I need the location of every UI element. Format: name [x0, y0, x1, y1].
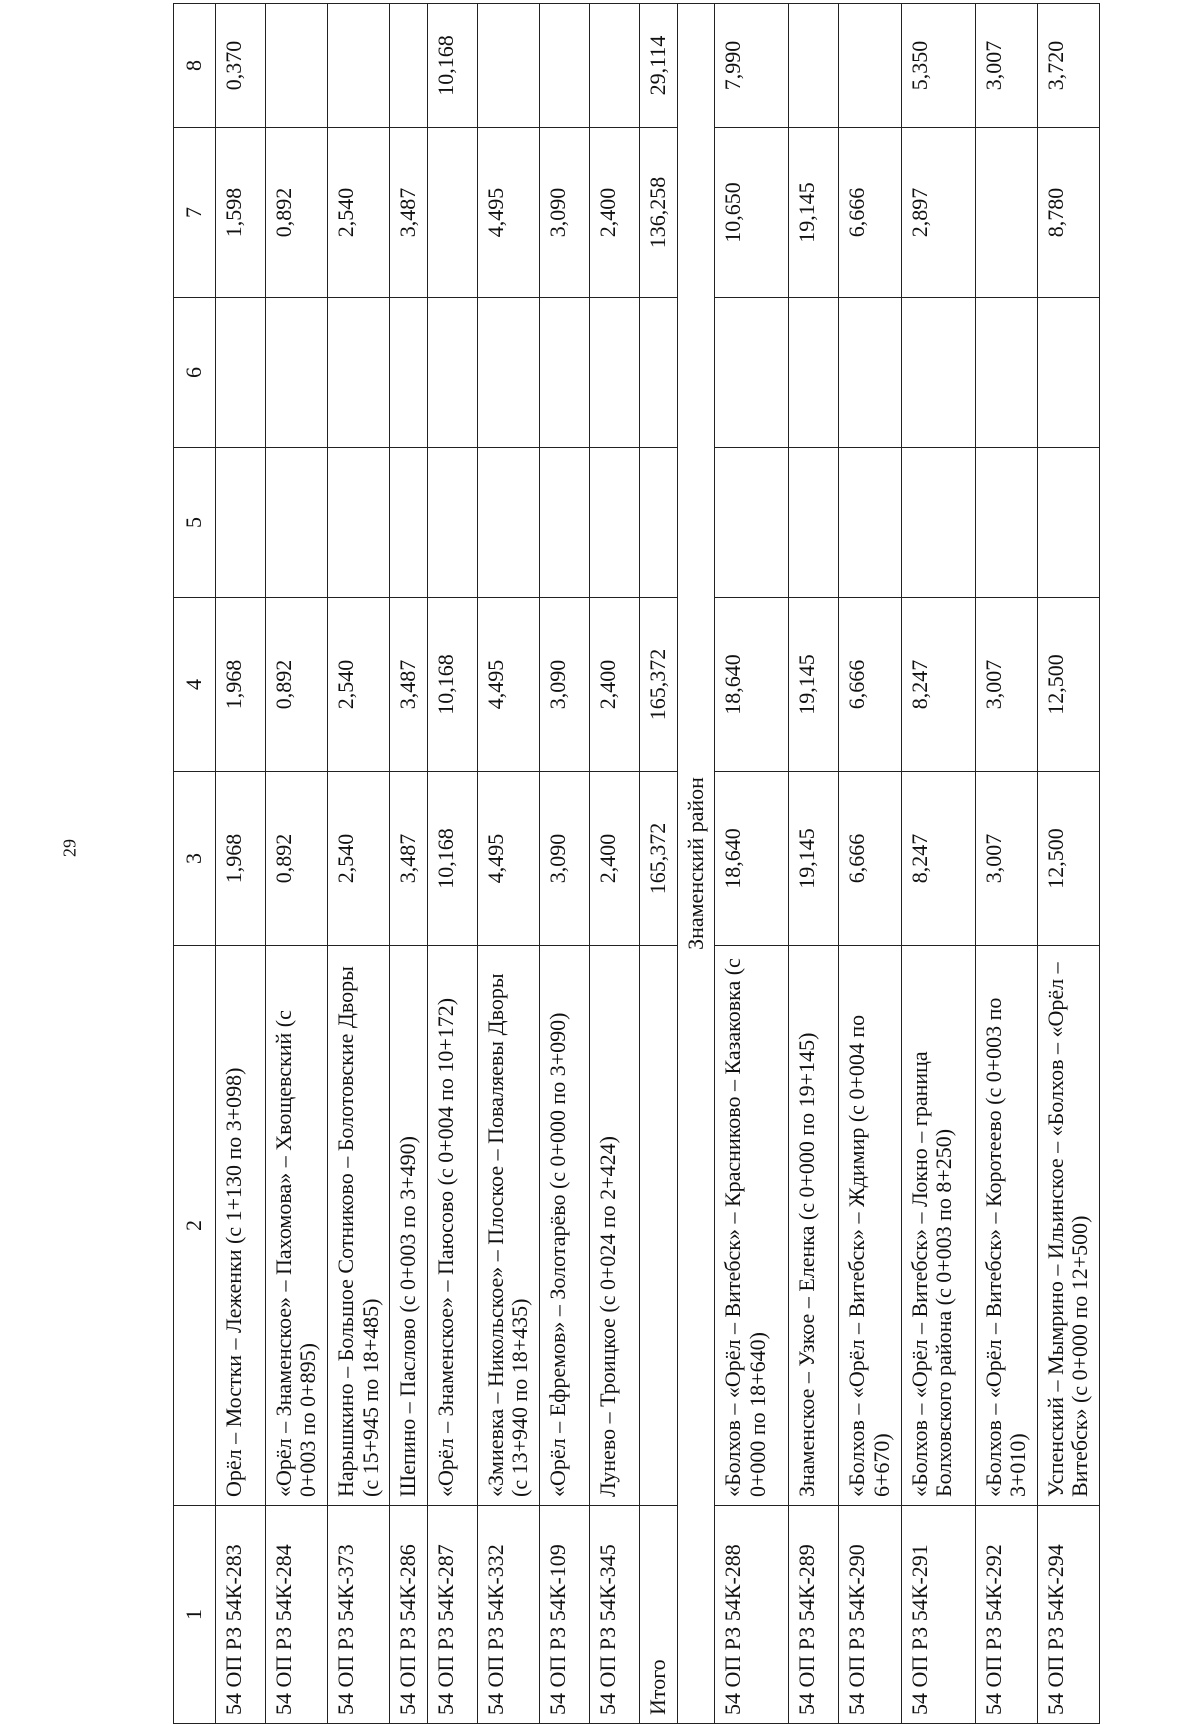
cell-col-7: 1,598 [215, 128, 265, 298]
cell-col-7: 2,400 [590, 128, 640, 298]
table-row [590, 4, 640, 1724]
table-row [265, 4, 327, 1724]
cell-col-1: 54 ОП РЗ 54К-292 [975, 1506, 1037, 1724]
cell-col-4: 2,400 [590, 598, 640, 772]
col-header-5: 5 [174, 448, 216, 598]
table-body [174, 4, 1100, 1724]
cell-col-7: 3,487 [390, 128, 428, 298]
cell-col-8: 10,168 [427, 4, 477, 128]
cell-col-6 [215, 298, 265, 448]
cell-col-7: 3,090 [540, 128, 590, 298]
table-row [215, 4, 265, 1724]
cell-col-4: 3,487 [390, 598, 428, 772]
cell-col-8 [789, 4, 839, 128]
table-row [715, 4, 789, 1724]
cell-col-5 [901, 448, 975, 598]
total-col-5 [640, 448, 678, 598]
col-header-4: 4 [174, 598, 216, 772]
cell-col-1: 54 ОП РЗ 54К-288 [715, 1506, 789, 1724]
cell-col-3: 10,168 [427, 772, 477, 946]
cell-col-8 [390, 4, 428, 128]
cell-col-5 [789, 448, 839, 598]
cell-col-2: «Змиевка – Никольское» – Плоское – Поваляевы Дворы (с 13+940 по 18+435) [477, 946, 539, 1506]
cell-col-1: 54 ОП РЗ 54К-109 [540, 1506, 590, 1724]
col-header-2: 2 [174, 946, 216, 1506]
cell-col-4: 6,666 [839, 598, 901, 772]
cell-col-6 [265, 298, 327, 448]
cell-col-6 [789, 298, 839, 448]
cell-col-6 [477, 298, 539, 448]
cell-col-1: 54 ОП РЗ 54К-287 [427, 1506, 477, 1724]
cell-col-8: 0,370 [215, 4, 265, 128]
rotated-table-wrapper [173, 4, 1133, 1724]
cell-col-8: 3,720 [1037, 4, 1099, 128]
cell-col-7 [975, 128, 1037, 298]
cell-col-3: 18,640 [715, 772, 789, 946]
cell-col-1: 54 ОП РЗ 54К-289 [789, 1506, 839, 1724]
table-row [1037, 4, 1099, 1724]
cell-col-3: 2,540 [327, 772, 389, 946]
cell-col-4: 8,247 [901, 598, 975, 772]
total-col-2 [640, 946, 678, 1506]
section-row [677, 4, 715, 1724]
cell-col-4: 1,968 [215, 598, 265, 772]
total-col-8: 29,114 [640, 4, 678, 128]
cell-col-6 [901, 298, 975, 448]
col-header-3: 3 [174, 772, 216, 946]
section-title: Знаменский район [677, 4, 715, 1724]
table-row [901, 4, 975, 1724]
cell-col-7: 2,540 [327, 128, 389, 298]
cell-col-8 [839, 4, 901, 128]
cell-col-4: 18,640 [715, 598, 789, 772]
col-header-7: 7 [174, 128, 216, 298]
cell-col-8: 5,350 [901, 4, 975, 128]
cell-col-5 [975, 448, 1037, 598]
cell-col-6 [390, 298, 428, 448]
cell-col-8 [327, 4, 389, 128]
cell-col-4: 19,145 [789, 598, 839, 772]
col-header-8: 8 [174, 4, 216, 128]
cell-col-7: 2,897 [901, 128, 975, 298]
cell-col-6 [715, 298, 789, 448]
cell-col-1: 54 ОП РЗ 54К-283 [215, 1506, 265, 1724]
page-number: 29 [59, 839, 80, 857]
total-label: Итого [640, 1506, 678, 1724]
total-col-4: 165,372 [640, 598, 678, 772]
cell-col-2: Орёл – Мостки – Леженки (с 1+130 по 3+098) [215, 946, 265, 1506]
cell-col-8 [590, 4, 640, 128]
cell-col-5 [839, 448, 901, 598]
cell-col-5 [540, 448, 590, 598]
cell-col-2: «Орёл – Знаменское» – Пахомова» – Хвощевский (с 0+003 по 0+895) [265, 946, 327, 1506]
cell-col-7: 8,780 [1037, 128, 1099, 298]
cell-col-6 [839, 298, 901, 448]
cell-col-8 [540, 4, 590, 128]
cell-col-8 [265, 4, 327, 128]
col-header-6: 6 [174, 298, 216, 448]
total-col-7: 136,258 [640, 128, 678, 298]
total-col-6 [640, 298, 678, 448]
header-row [174, 4, 216, 1724]
cell-col-6 [590, 298, 640, 448]
cell-col-7: 0,892 [265, 128, 327, 298]
cell-col-1: 54 ОП РЗ 54К-332 [477, 1506, 539, 1724]
total-row [640, 4, 678, 1724]
cell-col-2: Нарышкино – Большое Сотниково – Болотовские Дворы (с 15+945 по 18+485) [327, 946, 389, 1506]
table-row [540, 4, 590, 1724]
cell-col-6 [540, 298, 590, 448]
cell-col-2: «Орёл – Ефремов» – Золотарёво (с 0+000 по 3+090) [540, 946, 590, 1506]
cell-col-3: 12,500 [1037, 772, 1099, 946]
cell-col-2: Успенский – Мымрино – Ильинское – «Болхов – «Орёл – Витебск» (с 0+000 по 12+500) [1037, 946, 1099, 1506]
cell-col-7: 4,495 [477, 128, 539, 298]
cell-col-4: 0,892 [265, 598, 327, 772]
table-row [477, 4, 539, 1724]
cell-col-4: 12,500 [1037, 598, 1099, 772]
road-register-table [173, 3, 1100, 1724]
cell-col-1: 54 ОП РЗ 54К-290 [839, 1506, 901, 1724]
cell-col-8: 7,990 [715, 4, 789, 128]
cell-col-3: 3,487 [390, 772, 428, 946]
cell-col-3: 3,007 [975, 772, 1037, 946]
table-row [839, 4, 901, 1724]
cell-col-3: 3,090 [540, 772, 590, 946]
cell-col-3: 6,666 [839, 772, 901, 946]
cell-col-5 [327, 448, 389, 598]
cell-col-8: 3,007 [975, 4, 1037, 128]
cell-col-1: 54 ОП РЗ 54К-294 [1037, 1506, 1099, 1724]
table-row [427, 4, 477, 1724]
cell-col-3: 8,247 [901, 772, 975, 946]
cell-col-1: 54 ОП РЗ 54К-286 [390, 1506, 428, 1724]
cell-col-3: 1,968 [215, 772, 265, 946]
cell-col-8 [477, 4, 539, 128]
cell-col-4: 3,090 [540, 598, 590, 772]
cell-col-3: 0,892 [265, 772, 327, 946]
cell-col-3: 19,145 [789, 772, 839, 946]
cell-col-2: Знаменское – Узкое – Еленка (с 0+000 по 19+145) [789, 946, 839, 1506]
cell-col-2: «Болхов – «Орёл – Витебск» – Красниково – Казаковка (с 0+000 по 18+640) [715, 946, 789, 1506]
cell-col-2: «Болхов – «Орёл – Витебск» – Ждимир (с 0+004 по 6+670) [839, 946, 901, 1506]
cell-col-5 [590, 448, 640, 598]
cell-col-5 [390, 448, 428, 598]
cell-col-4: 3,007 [975, 598, 1037, 772]
cell-col-2: «Болхов – «Орёл – Витебск» – Коротеево (с 0+003 по 3+010) [975, 946, 1037, 1506]
cell-col-1: 54 ОП РЗ 54К-345 [590, 1506, 640, 1724]
cell-col-1: 54 ОП РЗ 54К-373 [327, 1506, 389, 1724]
cell-col-3: 4,495 [477, 772, 539, 946]
cell-col-6 [975, 298, 1037, 448]
cell-col-5 [427, 448, 477, 598]
col-header-1: 1 [174, 1506, 216, 1724]
cell-col-2: «Болхов – «Орёл – Витебск» – Локно – граница Болховского района (с 0+003 по 8+250) [901, 946, 975, 1506]
cell-col-2: Лунево – Троицкое (с 0+024 по 2+424) [590, 946, 640, 1506]
cell-col-4: 10,168 [427, 598, 477, 772]
cell-col-6 [1037, 298, 1099, 448]
cell-col-2: Шепино – Паслово (с 0+003 по 3+490) [390, 946, 428, 1506]
table-row [975, 4, 1037, 1724]
cell-col-5 [715, 448, 789, 598]
cell-col-5 [477, 448, 539, 598]
cell-col-2: «Орёл – Знаменское» – Паюсово (с 0+004 по 10+172) [427, 946, 477, 1506]
cell-col-6 [427, 298, 477, 448]
cell-col-7: 19,145 [789, 128, 839, 298]
cell-col-5 [265, 448, 327, 598]
cell-col-4: 4,495 [477, 598, 539, 772]
cell-col-7: 10,650 [715, 128, 789, 298]
table-row [327, 4, 389, 1724]
cell-col-3: 2,400 [590, 772, 640, 946]
cell-col-7: 6,666 [839, 128, 901, 298]
cell-col-1: 54 ОП РЗ 54К-284 [265, 1506, 327, 1724]
table-row [390, 4, 428, 1724]
cell-col-6 [327, 298, 389, 448]
table-row [789, 4, 839, 1724]
cell-col-5 [1037, 448, 1099, 598]
total-col-3: 165,372 [640, 772, 678, 946]
cell-col-5 [215, 448, 265, 598]
cell-col-1: 54 ОП РЗ 54К-291 [901, 1506, 975, 1724]
cell-col-4: 2,540 [327, 598, 389, 772]
cell-col-7 [427, 128, 477, 298]
